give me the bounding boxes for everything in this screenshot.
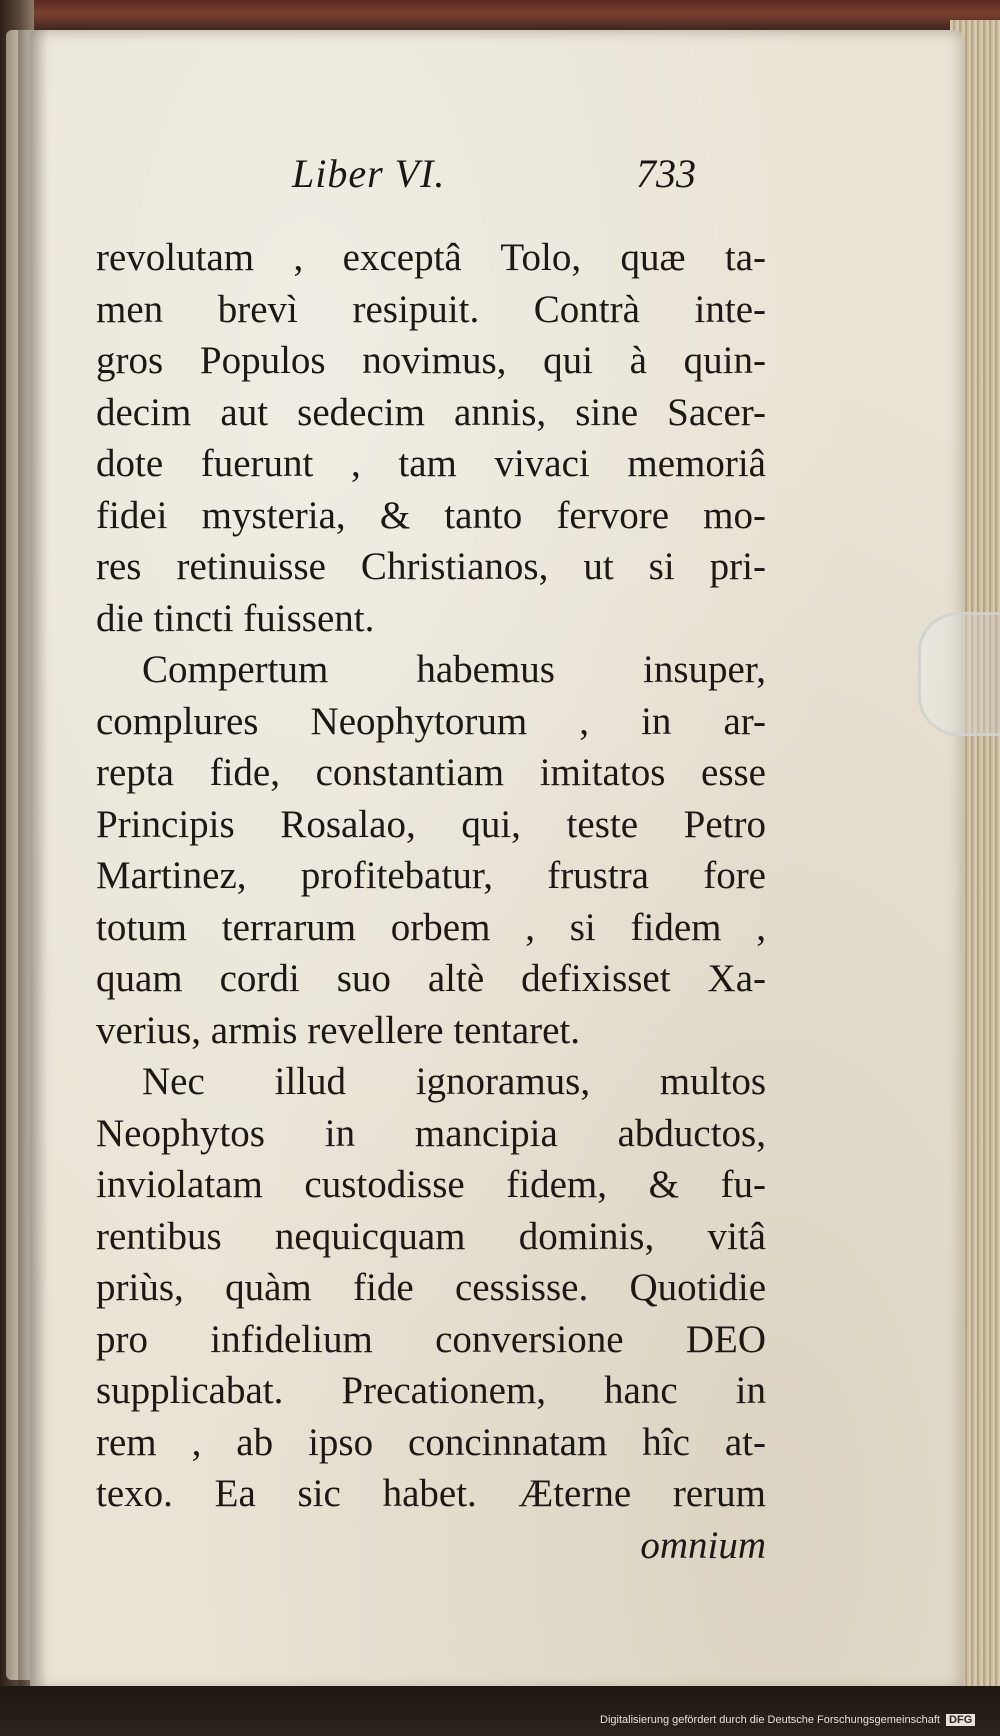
text-line: fidei mysteria, & tanto fervore mo-	[96, 493, 766, 537]
text-line: quam cordi suo altè defixisset Xa-	[96, 957, 766, 1000]
paragraph-start-line: Nec illud ignoramus, multos	[142, 1060, 766, 1103]
text-line: Neophytos in mancipia abductos,	[96, 1111, 766, 1155]
page-number: 733	[636, 151, 696, 196]
text-line: revolutam , exceptâ Tolo, quæ ta-	[96, 236, 766, 279]
text-line: inviolatam custodisse fidem, & fu-	[96, 1163, 766, 1206]
body-text	[96, 232, 766, 1571]
text-line: dote fuerunt , tam vivaci memoriâ	[96, 442, 766, 485]
paragraph-start-line: Compertum habemus insuper,	[142, 648, 766, 691]
running-title: Liber VI.	[292, 151, 446, 196]
catchword: omnium	[640, 1523, 766, 1567]
text-line: verius, armis revellere tentaret.	[96, 1008, 581, 1052]
page-clip	[918, 612, 1000, 736]
text-line: rentibus nequicquam dominis, vitâ	[96, 1214, 766, 1258]
text-line: Principis Rosalao, qui, teste Petro	[96, 802, 766, 846]
text-line: rem , ab ipso concinnatam hîc at-	[96, 1420, 766, 1464]
text-line: decim aut sedecim annis, sine Sacer-	[96, 390, 766, 434]
credit-text: Digitalisierung gefördert durch die Deutsche Forschungsgemeinschaft	[600, 1714, 940, 1726]
text-line: totum terrarum orbem , si fidem ,	[96, 905, 766, 949]
text-line: pro infidelium conversione DEO	[96, 1317, 766, 1361]
text-line: complures Neophytorum , in ar-	[96, 699, 766, 743]
text-line: die tincti fuissent.	[96, 596, 375, 640]
text-line: gros Populos novimus, qui à quin-	[96, 339, 766, 382]
text-line: supplicabat. Precationem, hanc in	[96, 1369, 766, 1412]
text-line: res retinuisse Christianos, ut si pri-	[96, 545, 766, 588]
dfg-logo: DFG	[946, 1714, 975, 1726]
book-top-edge	[0, 0, 1000, 34]
running-head	[30, 150, 964, 210]
digitization-credit	[600, 1714, 975, 1726]
text-line: men brevì resipuit. Contrà inte-	[96, 287, 766, 331]
text-line: repta fide, constantiam imitatos esse	[96, 751, 766, 794]
book-bottom-edge	[0, 1686, 1000, 1736]
text-line: Martinez, profitebatur, frustra fore	[96, 854, 766, 897]
text-line: texo. Ea sic habet. Æterne rerum	[96, 1472, 766, 1515]
text-line: priùs, quàm fide cessisse. Quotidie	[96, 1266, 766, 1309]
gutter-shadow	[18, 30, 48, 1690]
